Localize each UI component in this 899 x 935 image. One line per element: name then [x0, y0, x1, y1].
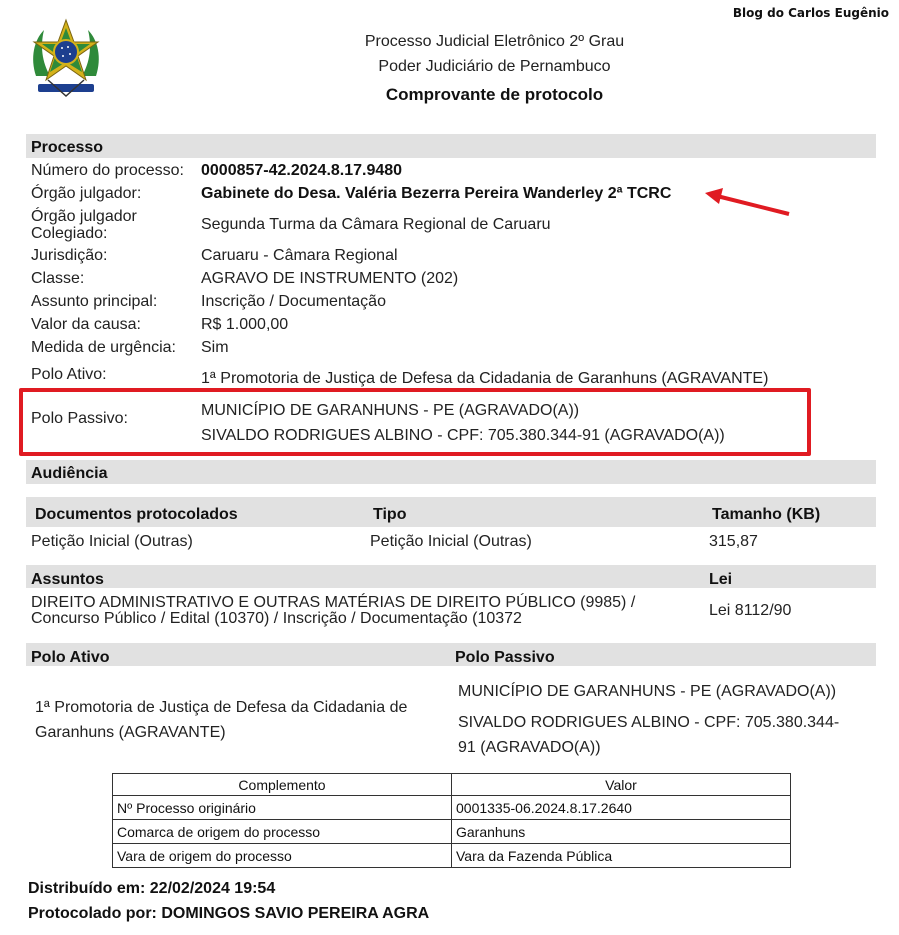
lei-col-header: Lei — [709, 571, 733, 588]
orgao-julgador-value: Gabinete do Desa. Valéria Bezerra Pereira Wanderley 2ª TCRC — [201, 185, 672, 202]
polo-passivo-entry-2-line1: SIVALDO RODRIGUES ALBINO - CPF: 705.380.344- — [458, 714, 840, 731]
section-processo-header: Processo — [26, 134, 876, 158]
medida-urgencia-value: Sim — [201, 339, 229, 356]
orgao-colegiado-label-line2: Colegiado: — [31, 225, 108, 242]
complemento-value: 0001335-06.2024.8.17.2640 — [452, 796, 791, 820]
polo-ativo-col-header: Polo Ativo — [31, 649, 110, 666]
documentos-col-header: Documentos protocolados — [35, 506, 238, 523]
assunto-text-line1: DIREITO ADMINISTRATIVO E OUTRAS MATÉRIAS DE DIREITO PÚBLICO (9985) / — [31, 594, 636, 611]
section-audiencia-header: Audiência — [26, 460, 876, 484]
lei-value: Lei 8112/90 — [709, 602, 792, 619]
table-row — [113, 820, 791, 844]
complemento-label: Nº Processo originário — [113, 796, 452, 820]
polo-passivo-value-2: SIVALDO RODRIGUES ALBINO - CPF: 705.380.344-91 (AGRAVADO(A)) — [201, 427, 725, 444]
document-title: Comprovante de protocolo — [385, 85, 604, 104]
valor-causa-value: R$ 1.000,00 — [201, 316, 289, 333]
documento-tipo: Petição Inicial (Outras) — [370, 533, 532, 550]
polo-passivo-label: Polo Passivo: — [31, 410, 128, 427]
jurisdicao-label: Jurisdição: — [31, 247, 108, 264]
polo-ativo-label: Polo Ativo: — [31, 366, 107, 383]
protocolado-por: Protocolado por: DOMINGOS SAVIO PEREIRA AGRA — [28, 905, 430, 922]
polo-passivo-col-header: Polo Passivo — [455, 649, 555, 666]
header-system-name: Processo Judicial Eletrônico 2º Grau — [364, 33, 625, 50]
tipo-col-header: Tipo — [373, 506, 407, 523]
polo-passivo-entry-1: MUNICÍPIO DE GARANHUNS - PE (AGRAVADO(A)) — [458, 683, 837, 700]
medida-urgencia-label: Medida de urgência: — [31, 339, 176, 356]
polo-ativo-value: 1ª Promotoria de Justiça de Defesa da Cidadania de Garanhuns (AGRAVANTE) — [201, 370, 769, 387]
assuntos-col-header: Assuntos — [31, 571, 104, 588]
documento-nome[interactable]: Petição Inicial (Outras) — [31, 533, 193, 550]
orgao-colegiado-label-line1: Órgão julgador — [31, 208, 137, 225]
complemento-value: Garanhuns — [452, 820, 791, 844]
complemento-header-row — [113, 774, 791, 796]
assuntos-table-header — [26, 565, 876, 588]
jurisdicao-value: Caruaru - Câmara Regional — [201, 247, 398, 264]
complemento-value: Vara da Fazenda Pública — [452, 844, 791, 868]
complemento-label: Comarca de origem do processo — [113, 820, 452, 844]
assunto-principal-label: Assunto principal: — [31, 293, 158, 310]
polos-table-header — [26, 643, 876, 666]
assunto-principal-value: Inscrição / Documentação — [201, 293, 386, 310]
watermark-text: Blog do Carlos Eugênio — [732, 6, 889, 20]
complemento-col-header: Complemento — [113, 774, 452, 796]
table-row — [113, 844, 791, 868]
documento-tamanho: 315,87 — [709, 533, 758, 550]
header-court-name: Poder Judiciário de Pernambuco — [378, 58, 611, 75]
classe-value: AGRAVO DE INSTRUMENTO (202) — [201, 270, 459, 287]
tamanho-col-header: Tamanho (KB) — [712, 506, 821, 523]
orgao-colegiado-value: Segunda Turma da Câmara Regional de Caruaru — [201, 216, 551, 233]
complemento-table — [112, 773, 791, 868]
orgao-julgador-label: Órgão julgador: — [31, 185, 142, 202]
numero-processo-value: 0000857-42.2024.8.17.9480 — [201, 162, 403, 179]
polo-passivo-value-1: MUNICÍPIO DE GARANHUNS - PE (AGRAVADO(A)) — [201, 402, 580, 419]
highlight-box — [19, 388, 811, 456]
numero-processo-label: Número do processo: — [31, 162, 184, 179]
red-arrow-icon — [703, 186, 793, 218]
polo-ativo-entry-line2: Garanhuns (AGRAVANTE) — [35, 724, 226, 741]
distribuido-em: Distribuído em: 22/02/2024 19:54 — [28, 880, 276, 897]
table-row — [113, 796, 791, 820]
valor-causa-label: Valor da causa: — [31, 316, 141, 333]
classe-label: Classe: — [31, 270, 85, 287]
polo-passivo-entry-2-line2: 91 (AGRAVADO(A)) — [458, 739, 601, 756]
documentos-table-header — [26, 497, 876, 527]
valor-col-header: Valor — [452, 774, 791, 796]
complemento-label: Vara de origem do processo — [113, 844, 452, 868]
assunto-text-line2: Concurso Público / Edital (10370) / Inscrição / Documentação (10372 — [31, 610, 522, 627]
polo-ativo-entry-line1: 1ª Promotoria de Justiça de Defesa da Cidadania de — [35, 699, 408, 716]
